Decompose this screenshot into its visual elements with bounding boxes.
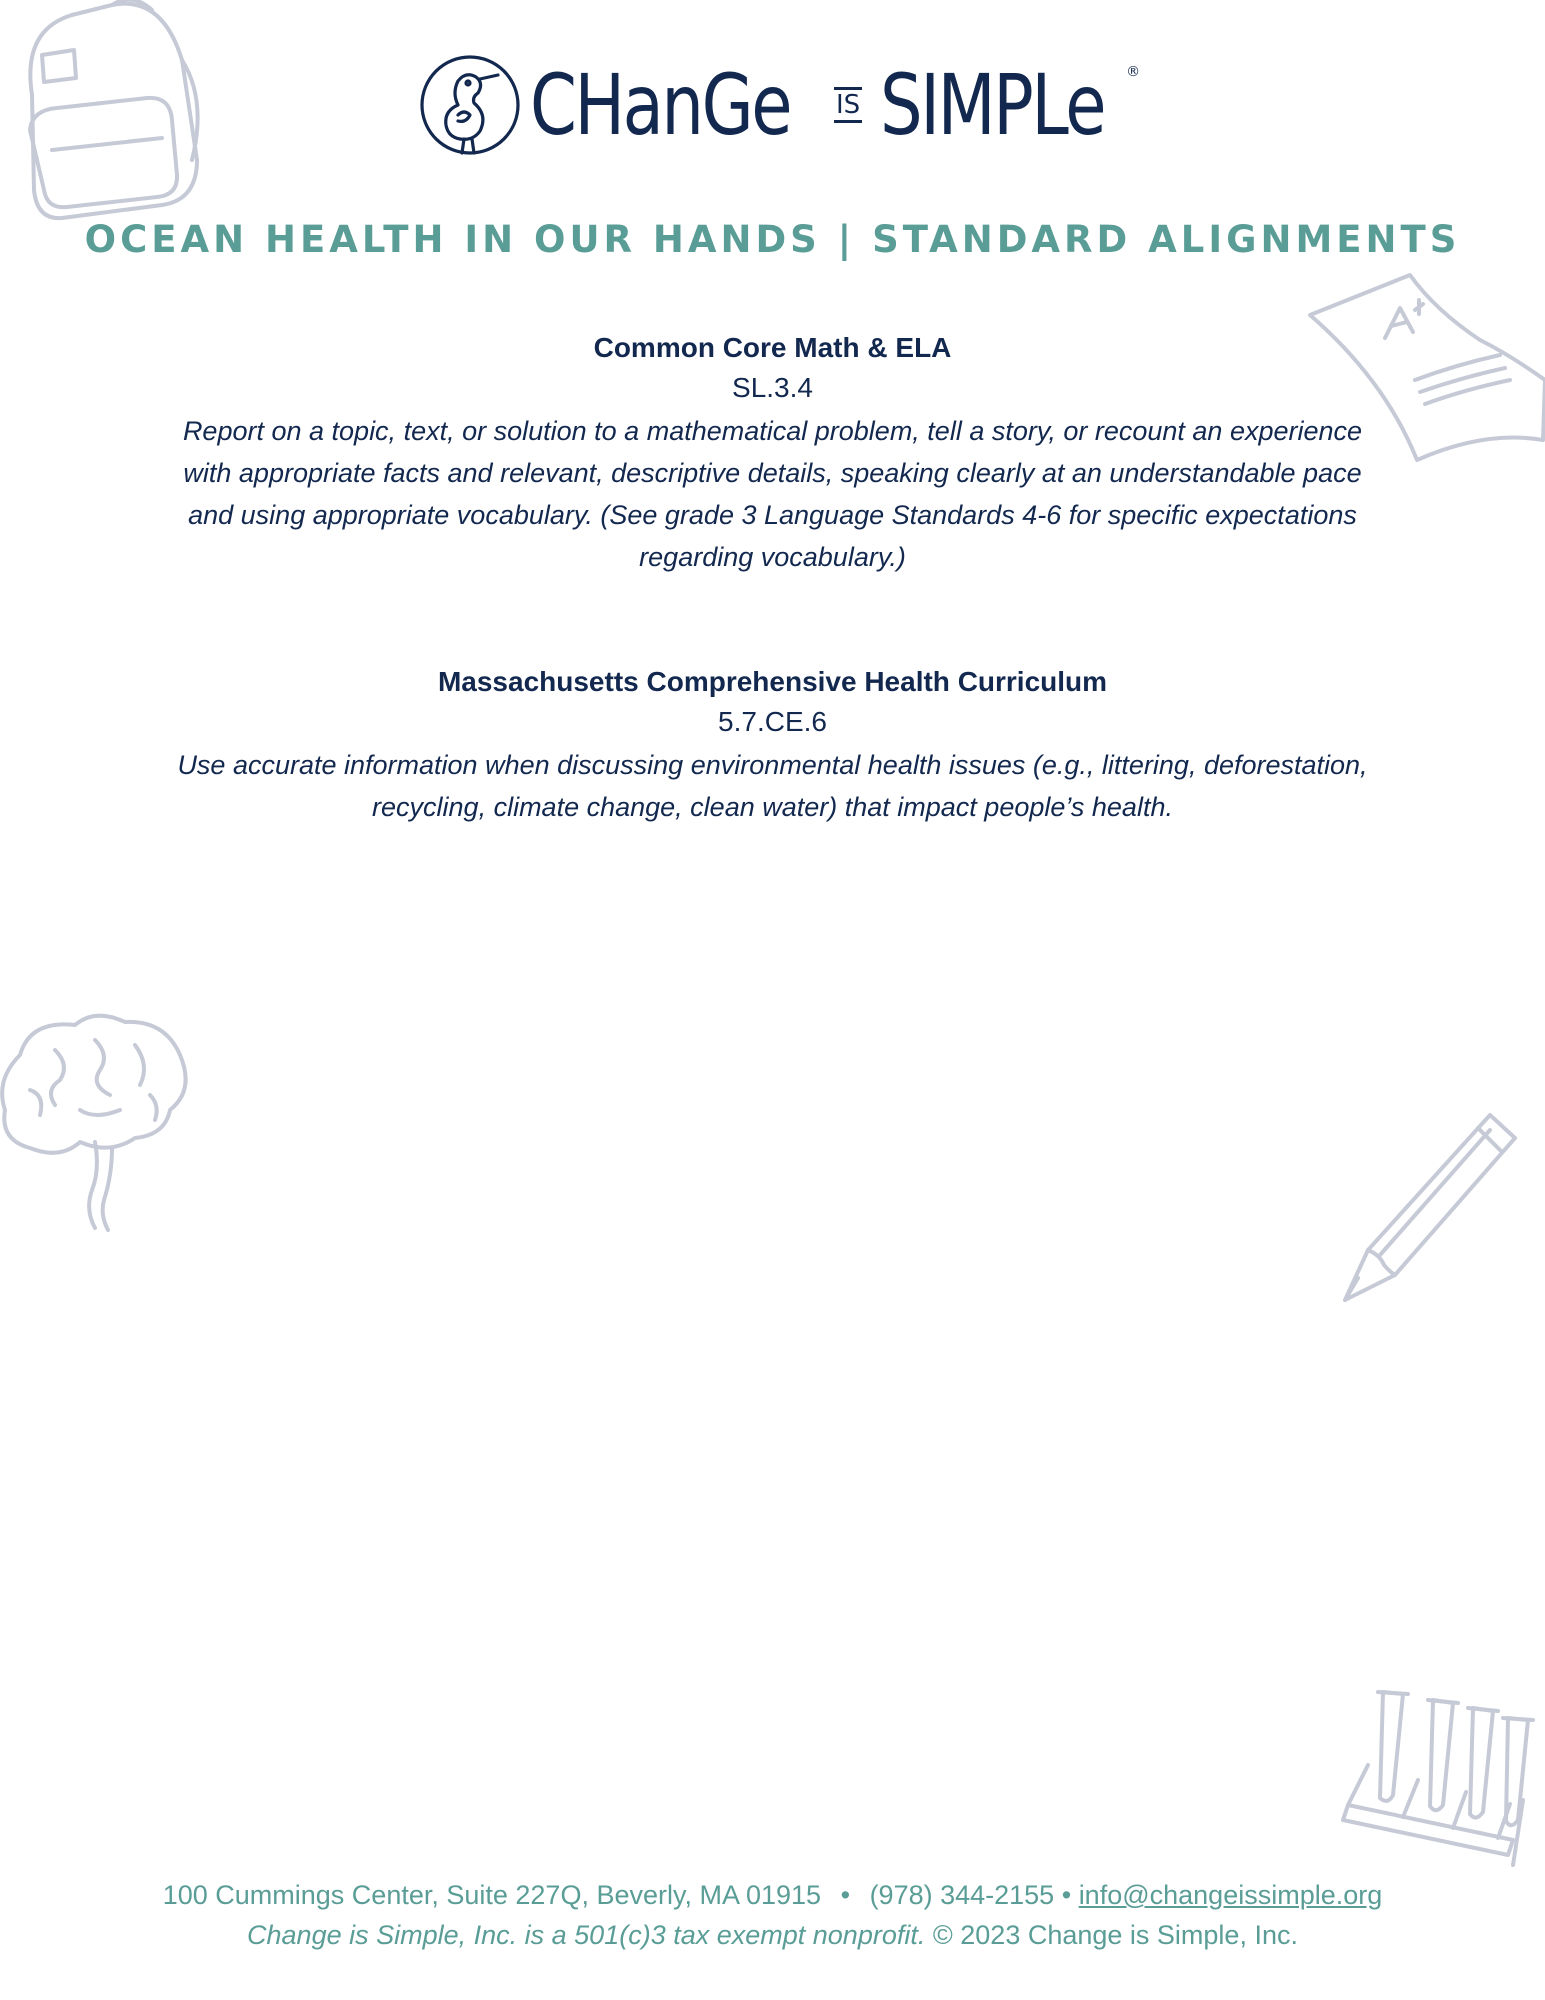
- logo-word-simple: SIMPLe: [880, 56, 1105, 154]
- page-title: OCEAN HEALTH IN OUR HANDS | STANDARD ALIGNMENTS: [84, 218, 1461, 261]
- registered-mark: ®: [1126, 64, 1141, 80]
- footer-address: 100 Cummings Center, Suite 227Q, Beverly, MA 01915: [162, 1880, 822, 1910]
- footer-phone: (978) 344-2155: [869, 1880, 1055, 1910]
- brain-icon: [0, 1010, 195, 1235]
- logo-word-is: IS: [834, 87, 862, 123]
- logo-word-change: CHanGe: [530, 56, 791, 154]
- bird-logo-icon: [418, 53, 522, 157]
- pencil-icon: [1340, 1110, 1520, 1305]
- standard-massachusetts-health: [160, 666, 1385, 828]
- footer-contact: [0, 1880, 1545, 1911]
- standard-code: 5.7.CE.6: [718, 706, 827, 737]
- footer-nonprofit: Change is Simple, Inc. is a 501(c)3 tax exempt nonprofit.: [247, 1920, 926, 1950]
- backpack-icon: [12, 0, 202, 225]
- standard-heading: Massachusetts Comprehensive Health Curriculum: [437, 666, 1108, 697]
- footer-legal: [0, 1920, 1545, 1951]
- standard-description: Use accurate information when discussing environmental health issues (e.g., littering, deforestation, recycling, climate change, clean water) that impact people’s health.: [177, 750, 1368, 822]
- footer-copyright: © 2023 Change is Simple, Inc.: [932, 1920, 1298, 1950]
- logo-wordmark: [530, 56, 1140, 154]
- footer-bullet: •: [1061, 1880, 1072, 1910]
- test-tubes-icon: [1338, 1680, 1538, 1875]
- standard-heading: Common Core Math & ELA: [593, 332, 952, 363]
- change-is-simple-logo: [418, 50, 1141, 160]
- standard-code: SL.3.4: [732, 372, 813, 403]
- standard-common-core: [160, 332, 1385, 578]
- standard-description: Report on a topic, text, or solution to a mathematical problem, tell a story, or recount an experience with appropriate facts and relevant, descriptive details, speaking clearly at an understandable pace and using appropriate vocabulary. (See grade 3 Language Standards 4-6 for specific expectations regarding vocabulary.): [182, 416, 1363, 572]
- footer-email-link[interactable]: info@changeissimple.org: [1078, 1880, 1383, 1910]
- footer-bullet: •: [840, 1880, 851, 1910]
